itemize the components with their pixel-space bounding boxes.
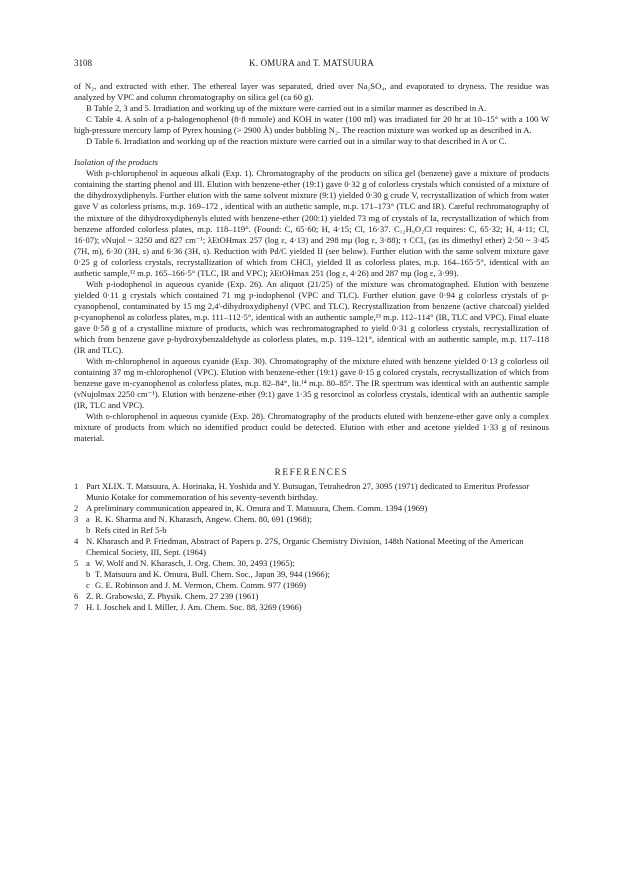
reference-sub-letter: a (86, 513, 90, 524)
running-authors: K. OMURA and T. MATSUURA (249, 58, 374, 68)
paragraph-o-chlorophenol: With o-chlorophenol in aqueous cyanide (Exp. 28). Chromatography of the products eluted with benzene-ether gave only a complex mixture of products from which no identified product could be detected. Elution with ether and acetone yielded 1·33 g of resinous material. (74, 411, 549, 444)
reference-sub-letter: c (86, 579, 90, 590)
section-heading: Isolation of the products (74, 157, 158, 168)
reference-text: G. E. Robinson and J. M. Vermon, Chem. Comm. 977 (1969) (95, 579, 307, 590)
reference-number: 6 (74, 591, 79, 602)
reference-number: 1 (74, 480, 79, 491)
paragraph-p-iodophenol: With p-iodophenol in aqueous cyanide (Exp. 26). An aliquot (21/25) of the mixture was chromatographed. Elution with benzene yielded 0·11 g crystals which contained 71 mg p-iodophenol (VPC and TLC). Further elution gave 0·94 g colorless crystals of p-cyanophenol, contaminated by 15 mg 2,4'-dihydroxydiphenyl (VPC and TLC). Recrystallization from benzene (active charcoal) yielded p-cyanophenol as colorless plates, m.p. 111–112·5°, identical with an authentic sample,¹³ m.p. 112–114° (IR, TLC and VPC). Final eluate gave 0·58 g of a crystalline mixture of products, which was rechromatographed to yield 0·31 g colorless crystals, recrystallization of which from benzene gave p-hydroxybenzaldehyde as colorless plates, m.p. 119–121°, identical with an authentic sample, m.p. 117–118 (IR and TLC). (74, 278, 549, 356)
reference-sub-letter: a (86, 557, 90, 568)
reference-sub-letter: b (86, 568, 91, 579)
reference-text: Part XLIX. T. Matsuura, A. Horinaka, H. Yoshida and Y. Butsugan, Tetrahedron 27, 3095 (1971) dedicated to Emeritus Professor Munio Kotake for commemoration of his seventy-seventh birthday. (86, 480, 530, 502)
references-heading: REFERENCES (274, 466, 349, 477)
paragraph-procedure-d: D Table 6. Irradiation and working up of the reaction mixture were carried out in a similar way to that described in A or C. (86, 136, 507, 147)
page-number: 3108 (74, 58, 92, 68)
reference-number: 2 (74, 502, 79, 513)
reference-sub-letter: b (86, 524, 91, 535)
reference-item (74, 591, 549, 602)
paragraph-m-chlorophenol: With m-chlorophenol in aqueous cyanide (Exp. 30). Chromatography of the mixture eluted with benzene yielded 0·13 g colorless oil containing 37 mg m-chlorophenol (VPC). Elution with benzene-ether (19:1) gave 0·15 g colored crystals, recrystallization of which from benzene gave m-cyanophenol as colorless plates, m.p. 82–84°, lit.¹⁴ m.p. 80–85°. The IR spectrum was identical with an authentic sample (νNujolmax 2250 cm⁻¹). Elution with benzene-ether (9:1) gave 1·35 g resorcinol as colorless crystals, identical with an authentic sample (IR, TLC and VPC). (74, 356, 549, 411)
reference-item (74, 536, 549, 558)
reference-item (74, 602, 549, 613)
reference-number: 7 (74, 602, 79, 613)
reference-item (74, 514, 549, 525)
reference-number: 3 (74, 513, 79, 524)
reference-text: N. Kharasch and P. Friedman, Abstract of Papers p. 27S, Organic Chemistry Division, 148th National Meeting of the American Chemical Society, III, Sept. (1964) (86, 535, 524, 557)
reference-text: H. I. Joschek and I. Miller, J. Am. Chem. Soc. 88, 3269 (1966) (86, 602, 302, 613)
reference-item (74, 558, 549, 569)
paragraph-procedure-c: C Table 4. A soln of a p-halogenophenol (8·8 mmole) and KOH in water (100 ml) was irradiated for 20 hr at 10–15° with a 100 W high-pressure mercury lamp of Pyrex housing (> 2900 Å) under bubbling N₂. The reaction mixture was worked up as described in A. (74, 114, 549, 136)
running-header (74, 58, 549, 70)
paragraph-p-chlorophenol: With p-chlorophenol in aqueous alkali (Exp. 1). Chromatography of the products on silica gel (benzene) gave a mixture of products containing the starting phenol and III. Elution with benzene-ether (19:1) gave 0·32 g of colorless crystals which consisted of a mixture of the dihydroxydiphenyls. Further elution with the same solvent mixture (9:1) yielded 0·30 g crude V, recrystallization of which from water gave V as colorless prisms, m.p. 169–172 , identical with an authetic sample, m.p. 171–173° (TLC and IR). Careful rechromatography of the mixture of the dihydroxydiphenyls eluted with benzene-ether (200:1) yielded 73 mg of crystals of Ia, recrystallization of which from benzene afforded colorless plates, m.p. 118–119°. (Found: C, 65·60; H, 4·15; Cl, 16·37. C₁₂H₉O₂Cl requires: C, 65·32; H, 4·11; Cl, 16·07); νNujol ~ 3250 and 827 cm⁻¹; λEtOHmax 257 (log ε, 4·13) and 298 mμ (log ε, 3·88); τ CCl₄ (as its dimethyl ether) 2·50 ~ 3·45 (7H, m), 6·30 (3H, s) and 6·36 (3H, s). Reduction with Pd/C yielded II (see below). Further elution with the same solvent mixture gave 0·25 g of colorless crystals, recrystallization of which from CHCl₃ yielded II as colorless plates, m.p. 164–165·5°, identical with an authetic sample,¹² m.p. 165–166·5° (TLC, IR and VPC); λEtOHmax 251 (log ε, 4·26) and 287 mμ (log ε, 3·99). (74, 168, 549, 278)
reference-text: A preliminary communication appeared in, K. Omura and T. Matsuura, Chem. Comm. 1394 (1969) (86, 502, 428, 513)
reference-item (74, 503, 549, 514)
reference-item (74, 525, 549, 536)
reference-text: W. Wolf and N. Kharasch, J. Org. Chem. 30, 2493 (1965); (95, 557, 295, 568)
reference-number: 4 (74, 535, 79, 546)
reference-item (74, 569, 549, 580)
reference-text: R. K. Sharma and N. Kharasch, Angew. Chem. 80, 691 (1968); (95, 513, 312, 524)
paragraph-procedure-a: of N₂, and extracted with ether. The ethereal layer was separated, dried over Na₂SO₄, and evaporated to dryness. The residue was analyzed by VPC and column chromatography on silica gel (ca 60 g). (74, 81, 549, 103)
reference-item (74, 481, 549, 503)
article-body (74, 81, 549, 613)
reference-text: T. Matsuura and K. Omura, Bull. Chem. Soc., Japan 39, 944 (1966); (95, 568, 330, 579)
paragraph-procedure-b: B Table 2, 3 and 5. Irradiation and working up of the mixture were carried out in a similar manner as described in A. (86, 103, 487, 114)
reference-text: Z. R. Grabowski, Z. Physik. Chem. 27 239 (1961) (86, 591, 259, 602)
reference-item (74, 580, 549, 591)
reference-text: Refs cited in Ref 5-b (95, 524, 167, 535)
reference-number: 5 (74, 557, 79, 568)
